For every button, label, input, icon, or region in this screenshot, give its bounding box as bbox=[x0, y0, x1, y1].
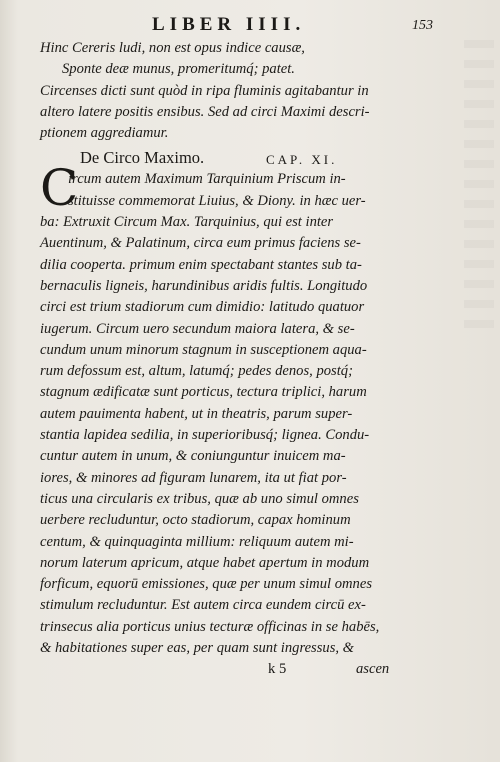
text-block bbox=[40, 38, 470, 681]
text-line: uerbere recluduntur, octo stadiorum, capax hominum bbox=[40, 512, 351, 529]
text-line: Auentinum, & Palatinum, circa eum primus faciens se- bbox=[40, 235, 361, 252]
text-line: dilia cooperta. primum enim spectabant stantes sub ta- bbox=[40, 256, 362, 273]
text-line-content: ircum autem Maximum Tarquinium Priscum in- bbox=[68, 171, 346, 188]
chapter-heading bbox=[40, 144, 470, 169]
drop-cap: C bbox=[40, 159, 79, 218]
text-line: norum laterum apricum, atque habet apertum in modum bbox=[40, 554, 370, 571]
text-line: & habitationes super eas, per quam sunt ingressus, & bbox=[40, 640, 355, 657]
text-line: ptionem aggrediamur. bbox=[40, 125, 169, 142]
text-line: cundum unum minorum stagnum in susceptionem aqua- bbox=[40, 341, 367, 358]
text-line: autem pauimenta habent, ut in theatris, parum super- bbox=[40, 405, 353, 422]
text-line: Sponte deæ munus, promeritumq́; patet. bbox=[62, 61, 295, 78]
text-line: centum, & quinquaginta millium: reliquum autem mi- bbox=[40, 533, 354, 550]
text-line: cuntur autem in unum, & coniunguntur inuicem ma- bbox=[40, 448, 346, 465]
chapter-number: CAP. XI. bbox=[266, 152, 338, 168]
text-line: stantia lapidea sedilia, in superioribusq́; lignea. Condu- bbox=[40, 427, 370, 444]
text-line: circi est trium stadiorum cum dimidio: latitudo quatuor bbox=[40, 299, 365, 316]
running-title: LIBER IIII. bbox=[152, 14, 306, 35]
text-line: stimulum recluduntur. Est autem circa eundem circū ex- bbox=[40, 597, 366, 614]
text-line: ba: Extruxit Circum Max. Tarquinius, qui est inter bbox=[40, 214, 334, 231]
text-line: stagnum ædificatæ sunt porticus, tectura triplici, harum bbox=[40, 384, 367, 401]
text-line: trinsecus alia porticus unius tecturæ officinas in se habēs, bbox=[40, 618, 380, 635]
catchword: ascen bbox=[356, 661, 390, 678]
text-line: iores, & minores ad figuram lunarem, ita ut fiat por- bbox=[40, 469, 347, 486]
text-line: Circenses dicti sunt quòd in ripa fluminis agitabantur in bbox=[40, 82, 369, 99]
signature-mark: k 5 bbox=[268, 661, 287, 678]
page-number: 153 bbox=[412, 18, 433, 33]
text-line: rum defossum est, altum, latumq́; pedes denos, postq́; bbox=[40, 363, 353, 380]
text-line: ticus una circularis ex tribus, quæ ab uno simul omnes bbox=[40, 490, 359, 507]
text-line: stituisse commemorat Liuius, & Diony. in hæc uer- bbox=[68, 192, 366, 209]
text-line: bernaculis ligneis, harundinibus aridis fultis. Longitudo bbox=[40, 277, 368, 294]
page-header bbox=[40, 14, 470, 40]
text-line: forficum, equorū emissiones, quæ per unum simul omnes bbox=[40, 576, 372, 593]
text-line: iugerum. Circum uero secundum maiora latera, & se- bbox=[40, 320, 355, 337]
text-line: Hinc Cereris ludi, non est opus indice causæ, bbox=[40, 40, 305, 56]
text-line: altero latere positis ensibus. Sed ad circi Maximi descri- bbox=[40, 103, 370, 120]
chapter-title: De Circo Maximo. bbox=[80, 148, 205, 168]
catchline bbox=[40, 659, 470, 680]
